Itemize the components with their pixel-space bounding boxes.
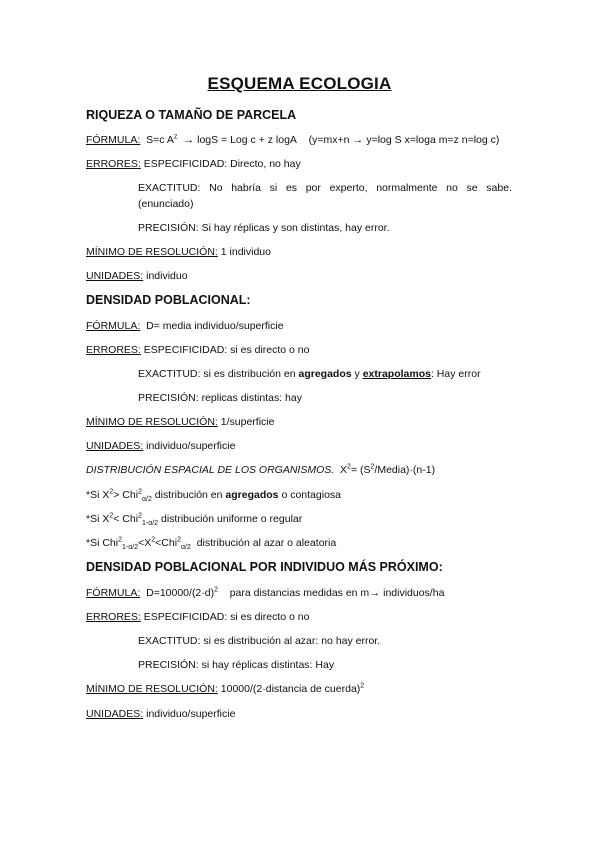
section-heading-individuo-proximo: DENSIDAD POBLACIONAL POR INDIVIDUO MÁS PRÓXIMO: [86,560,443,574]
s3-precision: PRECISIÓN: si hay réplicas distintas: Hay [138,659,335,671]
s3-errores-label: ERRORES: [86,611,141,623]
s3-unidades-label: UNIDADES: [86,708,144,720]
s2-minimo-value: 1/superficie [220,416,275,428]
c1-sup: 2 [109,488,114,496]
s1-minimo-label: MÍNIMO DE RESOLUCIÓN: [86,246,218,258]
c3-sup3: 2 [177,536,181,544]
s2-dist-eq-b: /Media)·(n-1) [374,464,436,476]
section-heading-densidad: DENSIDAD POBLACIONAL: [86,293,251,307]
c2-sup: 2 [109,512,114,520]
s2-formula-value: D= media individuo/superficie [146,320,284,332]
s2-minimo-label: MÍNIMO DE RESOLUCIÓN: [86,416,218,428]
c1-e: o contagiosa [281,489,341,501]
s2-especificidad: ESPECIFICIDAD: si es directo o no [143,344,310,356]
s2-dist-sup: 2 [347,463,351,471]
c2-c: distribución uniforme o regular [161,513,303,525]
c1-a: *Si X [86,489,110,501]
s2-exactitud-y: y [354,368,360,380]
s2-criterio-uniforme [86,512,302,526]
s1-unidades-line [86,269,188,283]
s2-exactitud-e: : Hay error [430,368,481,380]
s1-formula-a-sup: z [173,133,178,141]
s2-unidades-value: individuo/superficie [146,440,236,452]
s3-unidades-value: individuo/superficie [146,708,236,720]
s1-minimo-line [86,245,271,259]
s1-unidades-label: UNIDADES: [86,270,144,282]
arrow-right-icon: → [183,134,195,146]
s1-errores-line [86,157,301,171]
s3-minimo-value: 10000/(2·distancia de cuerda) [220,683,361,695]
c3-c: <Chi [155,537,178,549]
arrow-right-icon: → [369,587,381,599]
s1-errores-label: ERRORES: [86,158,141,170]
section-heading-riqueza: RIQUEZA O TAMAÑO DE PARCELA [86,108,297,122]
s2-distribucion-line [86,463,435,477]
s2-exactitud-line [138,367,481,381]
c3-sup2: 2 [151,536,156,544]
s3-exactitud: EXACTITUD: si es distribución al azar: no hay error. [138,635,381,647]
c3-sub: 1-α/2 [122,544,139,552]
c2-a: *Si X [86,513,110,525]
s3-formula-sup: 2 [214,586,219,594]
s2-formula-line [86,319,284,333]
s3-minimo-sup: 2 [360,682,365,690]
s3-minimo-line [86,682,364,696]
c3-b: <X [138,537,152,549]
s2-exactitud-extrapolamos: extrapolamos [362,368,431,380]
c1-b: > Chi [113,489,139,501]
s1-formula-c: (y=mx+n [308,134,350,146]
c1-agregados: agregados [225,489,279,501]
s1-minimo-value: 1 individuo [220,246,271,258]
s2-errores-label: ERRORES: [86,344,141,356]
c1-c: distribución en [154,489,223,501]
s2-precision: PRECISIÓN: replicas distintas: hay [138,392,302,404]
s1-formula-line [86,133,499,147]
c3-a: *Si Chi [86,537,119,549]
c1-sub: α/2 [141,496,152,504]
s3-formula-label: FÓRMULA: [86,587,141,599]
document-title: ESQUEMA ECOLOGIA [207,74,392,93]
c3-d: distribución al azar o aleatoria [196,537,337,549]
s2-unidades-line [86,439,235,453]
s2-errores-line [86,343,310,357]
s1-formula-d: y=log S x=loga m=z n=log c) [366,134,500,146]
s2-dist-sup-b: 2 [370,463,375,471]
s2-distribucion-label: DISTRIBUCIÓN ESPACIAL DE LOS ORGANISMOS. [86,464,335,476]
s2-dist-eq-a: = (S [350,464,371,476]
s3-unidades-line [86,707,235,721]
s3-errores-line [86,610,310,624]
s2-exactitud-a: EXACTITUD: si es distribución en [138,368,296,380]
c2-sup2: 2 [138,512,142,520]
c1-sup2: 2 [138,488,142,496]
s2-unidades-label: UNIDADES: [86,440,144,452]
s3-formula-tail: para distancias medidas en m [229,587,370,599]
s2-formula-label: FÓRMULA: [86,320,141,332]
s1-especificidad: ESPECIFICIDAD: Directo, no hay [143,158,301,170]
s2-minimo-line [86,415,274,429]
s3-formula-line [86,586,444,600]
s1-formula-label: FÓRMULA: [86,134,141,146]
s3-formula-value: D=10000/(2·d) [146,587,215,599]
s1-formula-a: S=c A [146,134,174,146]
s3-minimo-label: MÍNIMO DE RESOLUCIÓN: [86,683,218,695]
arrow-right-icon: → [352,134,364,146]
s3-especificidad: ESPECIFICIDAD: si es directo o no [143,611,310,623]
c2-sub: 1-α/2 [141,520,159,528]
s3-formula-tail2: individuos/ha [383,587,445,599]
c3-sup: 2 [118,536,123,544]
s2-dist-x: X [340,464,348,476]
s2-exactitud-agregados: agregados [298,368,352,380]
s2-criterio-azar [86,536,336,550]
c3-sub2: α/2 [180,544,191,552]
s1-exactitud: EXACTITUD: No habría si es por experto, normalmente no se sabe. (enunciado) [138,182,512,210]
s2-criterio-agregado [86,488,341,502]
c2-b: < Chi [113,513,139,525]
s1-formula-b: logS = Log c + z logA [197,134,297,146]
s1-unidades-value: individuo [146,270,188,282]
s1-precision: PRECISIÓN: Si hay réplicas y son distintas, hay error. [138,222,390,234]
